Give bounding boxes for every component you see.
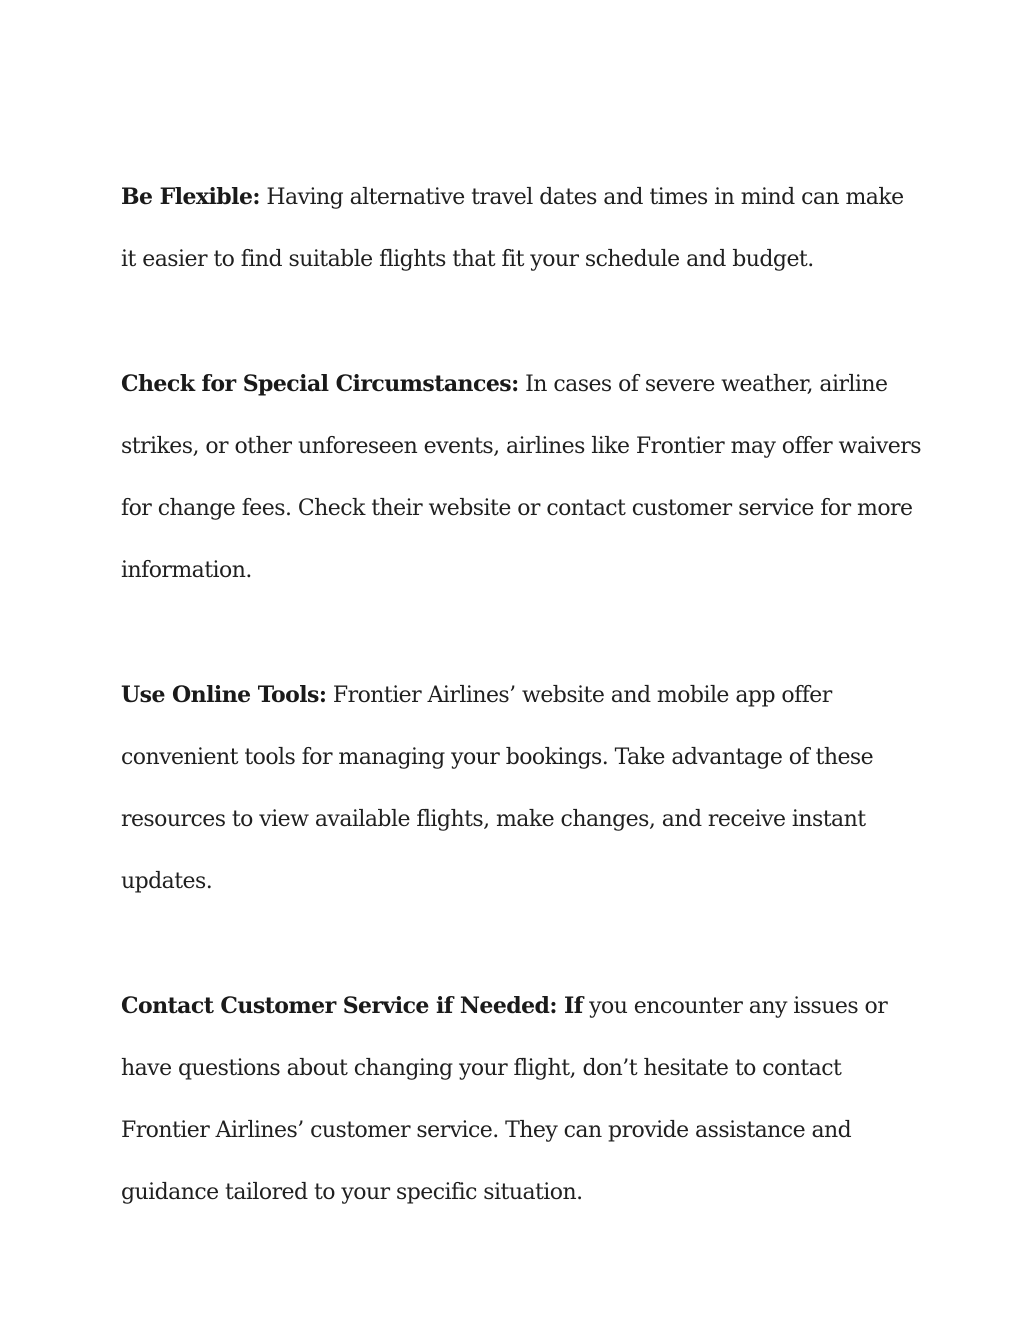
tip-text: Frontier Airlines’ website and mobile app offer convenient tools for managing your bookings. Take advantage of these resources to view available flights, make changes, and receive instant updates.	[121, 683, 874, 894]
tip-paragraph-online-tools	[121, 664, 921, 913]
tip-paragraph-contact-customer-service	[121, 975, 921, 1224]
tip-heading: Be Flexible:	[121, 184, 260, 210]
tip-text: In cases of severe weather, airline strikes, or other unforeseen events, airlines like Frontier may offer waivers for change fees. Check their website or contact customer service for more information.	[121, 372, 921, 583]
tip-paragraph-special-circumstances	[121, 353, 921, 602]
tip-heading: Use Online Tools:	[121, 682, 327, 708]
tip-heading: Contact Customer Service if Needed: If	[121, 993, 583, 1019]
tip-text: you encounter any issues or have questions about changing your flight, don’t hesitate to contact Frontier Airlines’ customer service. They can provide assistance and guidance tailored to your specific situation.	[121, 994, 888, 1205]
document-body	[121, 166, 921, 1224]
tip-text: Having alternative travel dates and times in mind can make it easier to find suitable flights that fit your schedule and budget.	[121, 185, 904, 272]
tip-paragraph-be-flexible	[121, 166, 921, 291]
tip-heading: Check for Special Circumstances:	[121, 371, 519, 397]
